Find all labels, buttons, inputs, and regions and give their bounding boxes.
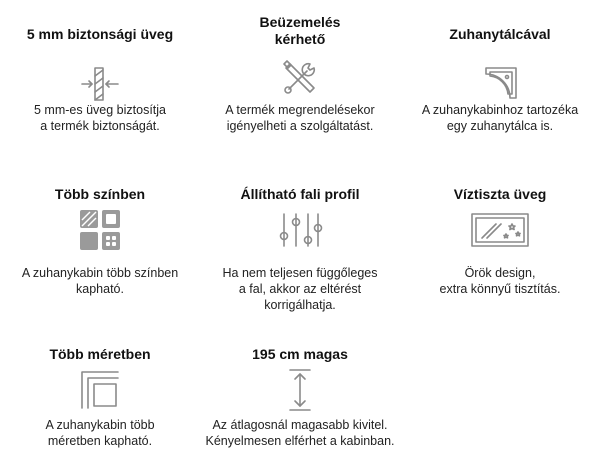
feature-safety-glass bbox=[0, 26, 200, 156]
color-swatches-icon bbox=[78, 208, 122, 257]
clear-glass-icon bbox=[470, 212, 530, 253]
feature-description: Örök design, extra könnyű tisztítás. bbox=[439, 266, 561, 296]
height-arrow-icon bbox=[280, 368, 320, 417]
feature-title: Több méretben bbox=[49, 346, 151, 362]
feature-sizes bbox=[0, 346, 200, 466]
feature-height bbox=[200, 346, 400, 466]
feature-colors bbox=[0, 186, 200, 316]
feature-description: A zuhanykabin több színben kapható. bbox=[21, 266, 179, 296]
feature-description: 5 mm-es üveg biztosítja a termék biztonságát. bbox=[34, 103, 166, 133]
feature-title: Zuhanytálcával bbox=[449, 26, 551, 42]
feature-adjustable-profile bbox=[200, 186, 400, 316]
feature-title: 195 cm magas bbox=[252, 346, 348, 362]
feature-title: Több színben bbox=[54, 186, 146, 202]
feature-description: Az átlagosnál magasabb kivitel. Kényelmesen elférhet a kabinban. bbox=[205, 418, 395, 448]
feature-description: A termék megrendelésekor igényelheti a szolgáltatást. bbox=[225, 103, 375, 133]
feature-description: A zuhanykabinhoz tartozéka egy zuhanytálca is. bbox=[421, 103, 579, 133]
feature-installation bbox=[200, 14, 400, 154]
tools-icon bbox=[280, 58, 320, 103]
feature-shower-tray bbox=[400, 26, 600, 156]
feature-title: 5 mm biztonsági üveg bbox=[26, 26, 174, 42]
feature-title: Víztiszta üveg bbox=[453, 186, 547, 202]
feature-title: Állítható fali profil bbox=[240, 186, 360, 202]
feature-clear-glass bbox=[400, 186, 600, 316]
feature-title: Beüzemelés kérhető bbox=[259, 14, 341, 47]
multiple-sizes-icon bbox=[80, 370, 120, 415]
adjustable-sliders-icon bbox=[276, 210, 324, 255]
feature-description: Ha nem teljesen függőleges a fal, akkor az eltérést korrigálhatja. bbox=[222, 266, 378, 312]
feature-description: A zuhanykabin több méretben kapható. bbox=[45, 418, 155, 448]
